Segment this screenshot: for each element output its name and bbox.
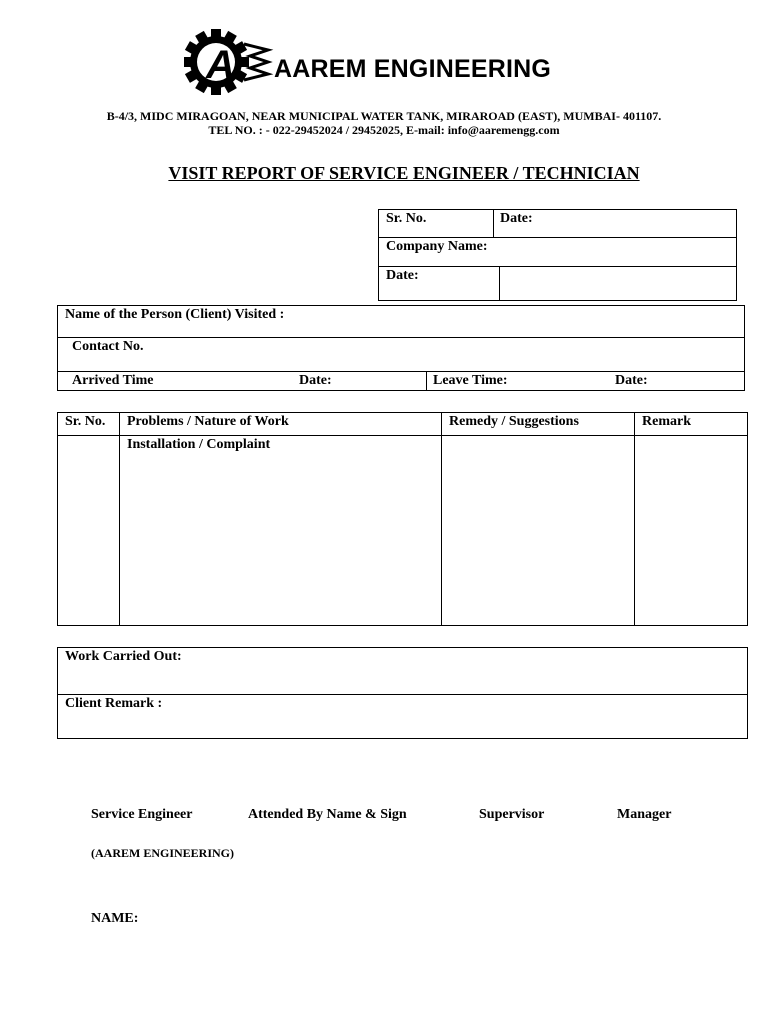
client-remark-label: Client Remark :: [65, 696, 163, 711]
table-header-problems: Problems / Nature of Work: [127, 414, 289, 429]
table-header-remedy: Remedy / Suggestions: [449, 414, 579, 429]
company-note: (AAREM ENGINEERING): [91, 846, 235, 860]
contact-no-label: Contact No.: [72, 339, 144, 354]
date-label: Date:: [500, 211, 533, 226]
company-logo: [184, 28, 594, 98]
service-engineer-label: Service Engineer: [91, 807, 193, 822]
divider: [378, 266, 737, 267]
work-carried-out-label: Work Carried Out:: [65, 649, 182, 664]
divider: [499, 266, 500, 301]
column-divider: [634, 412, 635, 626]
company-contact: TEL NO. : - 022-29452024 / 29452025, E-mail: info@aaremengg.com: [208, 123, 560, 137]
divider: [378, 237, 737, 238]
leave-date-label: Date:: [615, 373, 648, 388]
column-divider: [441, 412, 442, 626]
date-label: Date:: [386, 268, 419, 283]
divider: [57, 371, 745, 372]
table-cell-work-type: Installation / Complaint: [127, 437, 271, 452]
supervisor-label: Supervisor: [479, 807, 545, 822]
column-divider: [119, 412, 120, 626]
attended-by-label: Attended By Name & Sign: [248, 807, 407, 822]
divider: [57, 337, 745, 338]
table-header-sr-no: Sr. No.: [65, 414, 106, 429]
name-label: NAME:: [91, 911, 139, 926]
divider: [426, 371, 427, 391]
company-name-label: Company Name:: [386, 239, 488, 254]
client-visited-label: Name of the Person (Client) Visited :: [65, 307, 285, 322]
company-address: B-4/3, MIDC MIRAGOAN, NEAR MUNICIPAL WATER TANK, MIRAROAD (EAST), MUMBAI- 401107.: [106, 109, 662, 123]
table-header-remark: Remark: [642, 414, 691, 429]
table-header-divider: [57, 435, 748, 436]
divider: [57, 694, 748, 695]
manager-label: Manager: [617, 807, 672, 822]
gear-a-logo-icon: [184, 28, 274, 98]
reference-box: [378, 209, 737, 301]
sr-no-label: Sr. No.: [386, 211, 427, 226]
divider: [493, 209, 494, 237]
arrived-time-label: Arrived Time: [72, 373, 154, 388]
company-name: AAREM ENGINEERING: [274, 55, 552, 83]
svg-text:A: A: [206, 43, 235, 87]
page-title: VISIT REPORT OF SERVICE ENGINEER / TECHNICIAN: [168, 163, 640, 183]
leave-time-label: Leave Time:: [433, 373, 508, 388]
arrived-date-label: Date:: [299, 373, 332, 388]
